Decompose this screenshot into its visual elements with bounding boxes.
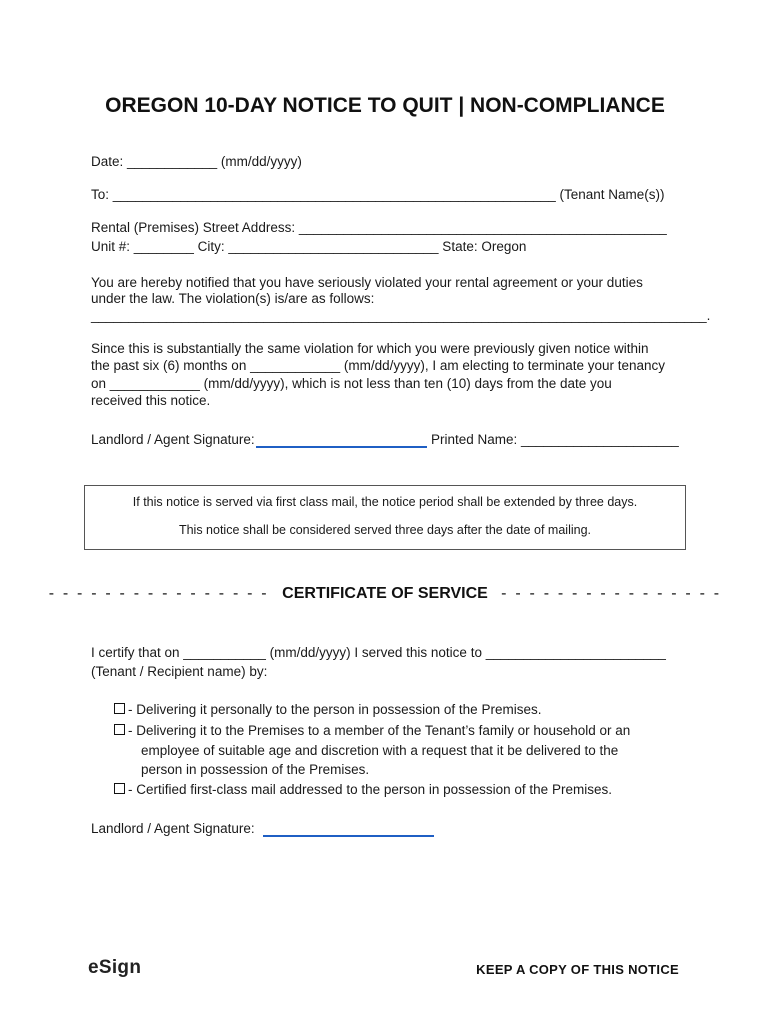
mail-notice-box [84,485,686,550]
mail-notice-line-1: If this notice is served via first class mail, the notice period shall be extended by three days. [132,495,638,509]
termination-text-line-2[interactable]: the past six (6) months on ____________ (mm/dd/yyyy), I am electing to terminate your tenancy [91,358,666,373]
mail-notice-line-2: This notice shall be considered served three days after the date of mailing. [178,523,592,537]
termination-text-line-3[interactable]: on ____________ (mm/dd/yyyy), which is not less than ten (10) days from the date you [91,376,612,391]
violation-text-line-2: under the law. The violation(s) is/are as follows: [91,291,375,306]
personal-delivery-checkbox[interactable] [114,703,125,714]
certified-mail-label: - Certified first-class mail addressed to the person in possession of the Premises. [128,782,612,797]
certificate-dashes-left: - - - - - - - - - - - - - - - - [48,585,269,602]
violation-description-field[interactable]: __________________________________________________________________________________. [91,308,711,323]
printed-name-field[interactable]: Printed Name: _____________________ [431,432,679,447]
personal-delivery-label: - Delivering it personally to the person in possession of the Premises. [128,702,542,717]
certify-date-recipient-field[interactable]: I certify that on ___________ (mm/dd/yyyy) I served this notice to ________________________ [91,645,666,660]
unit-city-state-field[interactable]: Unit #: ________ City: ____________________________ State: Oregon [91,239,527,254]
premises-delivery-label-line-1: - Delivering it to the Premises to a member of the Tenant’s family or household or an [128,723,631,738]
certificate-signature-label: Landlord / Agent Signature: [91,821,255,836]
signature-label: Landlord / Agent Signature: [91,432,255,447]
premises-delivery-label-line-2: employee of suitable age and discretion with a request that it be delivered to the [141,743,619,758]
document-title: OREGON 10-DAY NOTICE TO QUIT | NON-COMPLIANCE [105,94,665,117]
termination-text-line-1: Since this is substantially the same violation for which you were previously given notice within [91,341,649,356]
tenant-name-field[interactable]: To: ___________________________________________________________ (Tenant Name(s)) [91,187,665,202]
violation-text-line-1: You are hereby notified that you have seriously violated your rental agreement or your duties [91,275,643,290]
keep-copy-note: KEEP A COPY OF THIS NOTICE [476,962,679,977]
signature-line[interactable] [256,446,427,448]
certificate-heading: CERTIFICATE OF SERVICE [282,585,488,602]
esign-logo: eSign [88,957,142,978]
certificate-dashes-right: - - - - - - - - - - - - - - - - [501,585,722,602]
certificate-header [0,585,770,603]
termination-text-line-4: received this notice. [91,393,211,408]
date-field[interactable]: Date: ____________ (mm/dd/yyyy) [91,154,302,169]
certified-mail-checkbox[interactable] [114,783,125,794]
premises-delivery-label-line-3: person in possession of the Premises. [141,762,370,777]
certificate-signature-line[interactable] [263,835,434,837]
premises-delivery-checkbox[interactable] [114,724,125,735]
street-address-field[interactable]: Rental (Premises) Street Address: _________________________________________________ [91,220,667,235]
recipient-label: (Tenant / Recipient name) by: [91,664,268,679]
